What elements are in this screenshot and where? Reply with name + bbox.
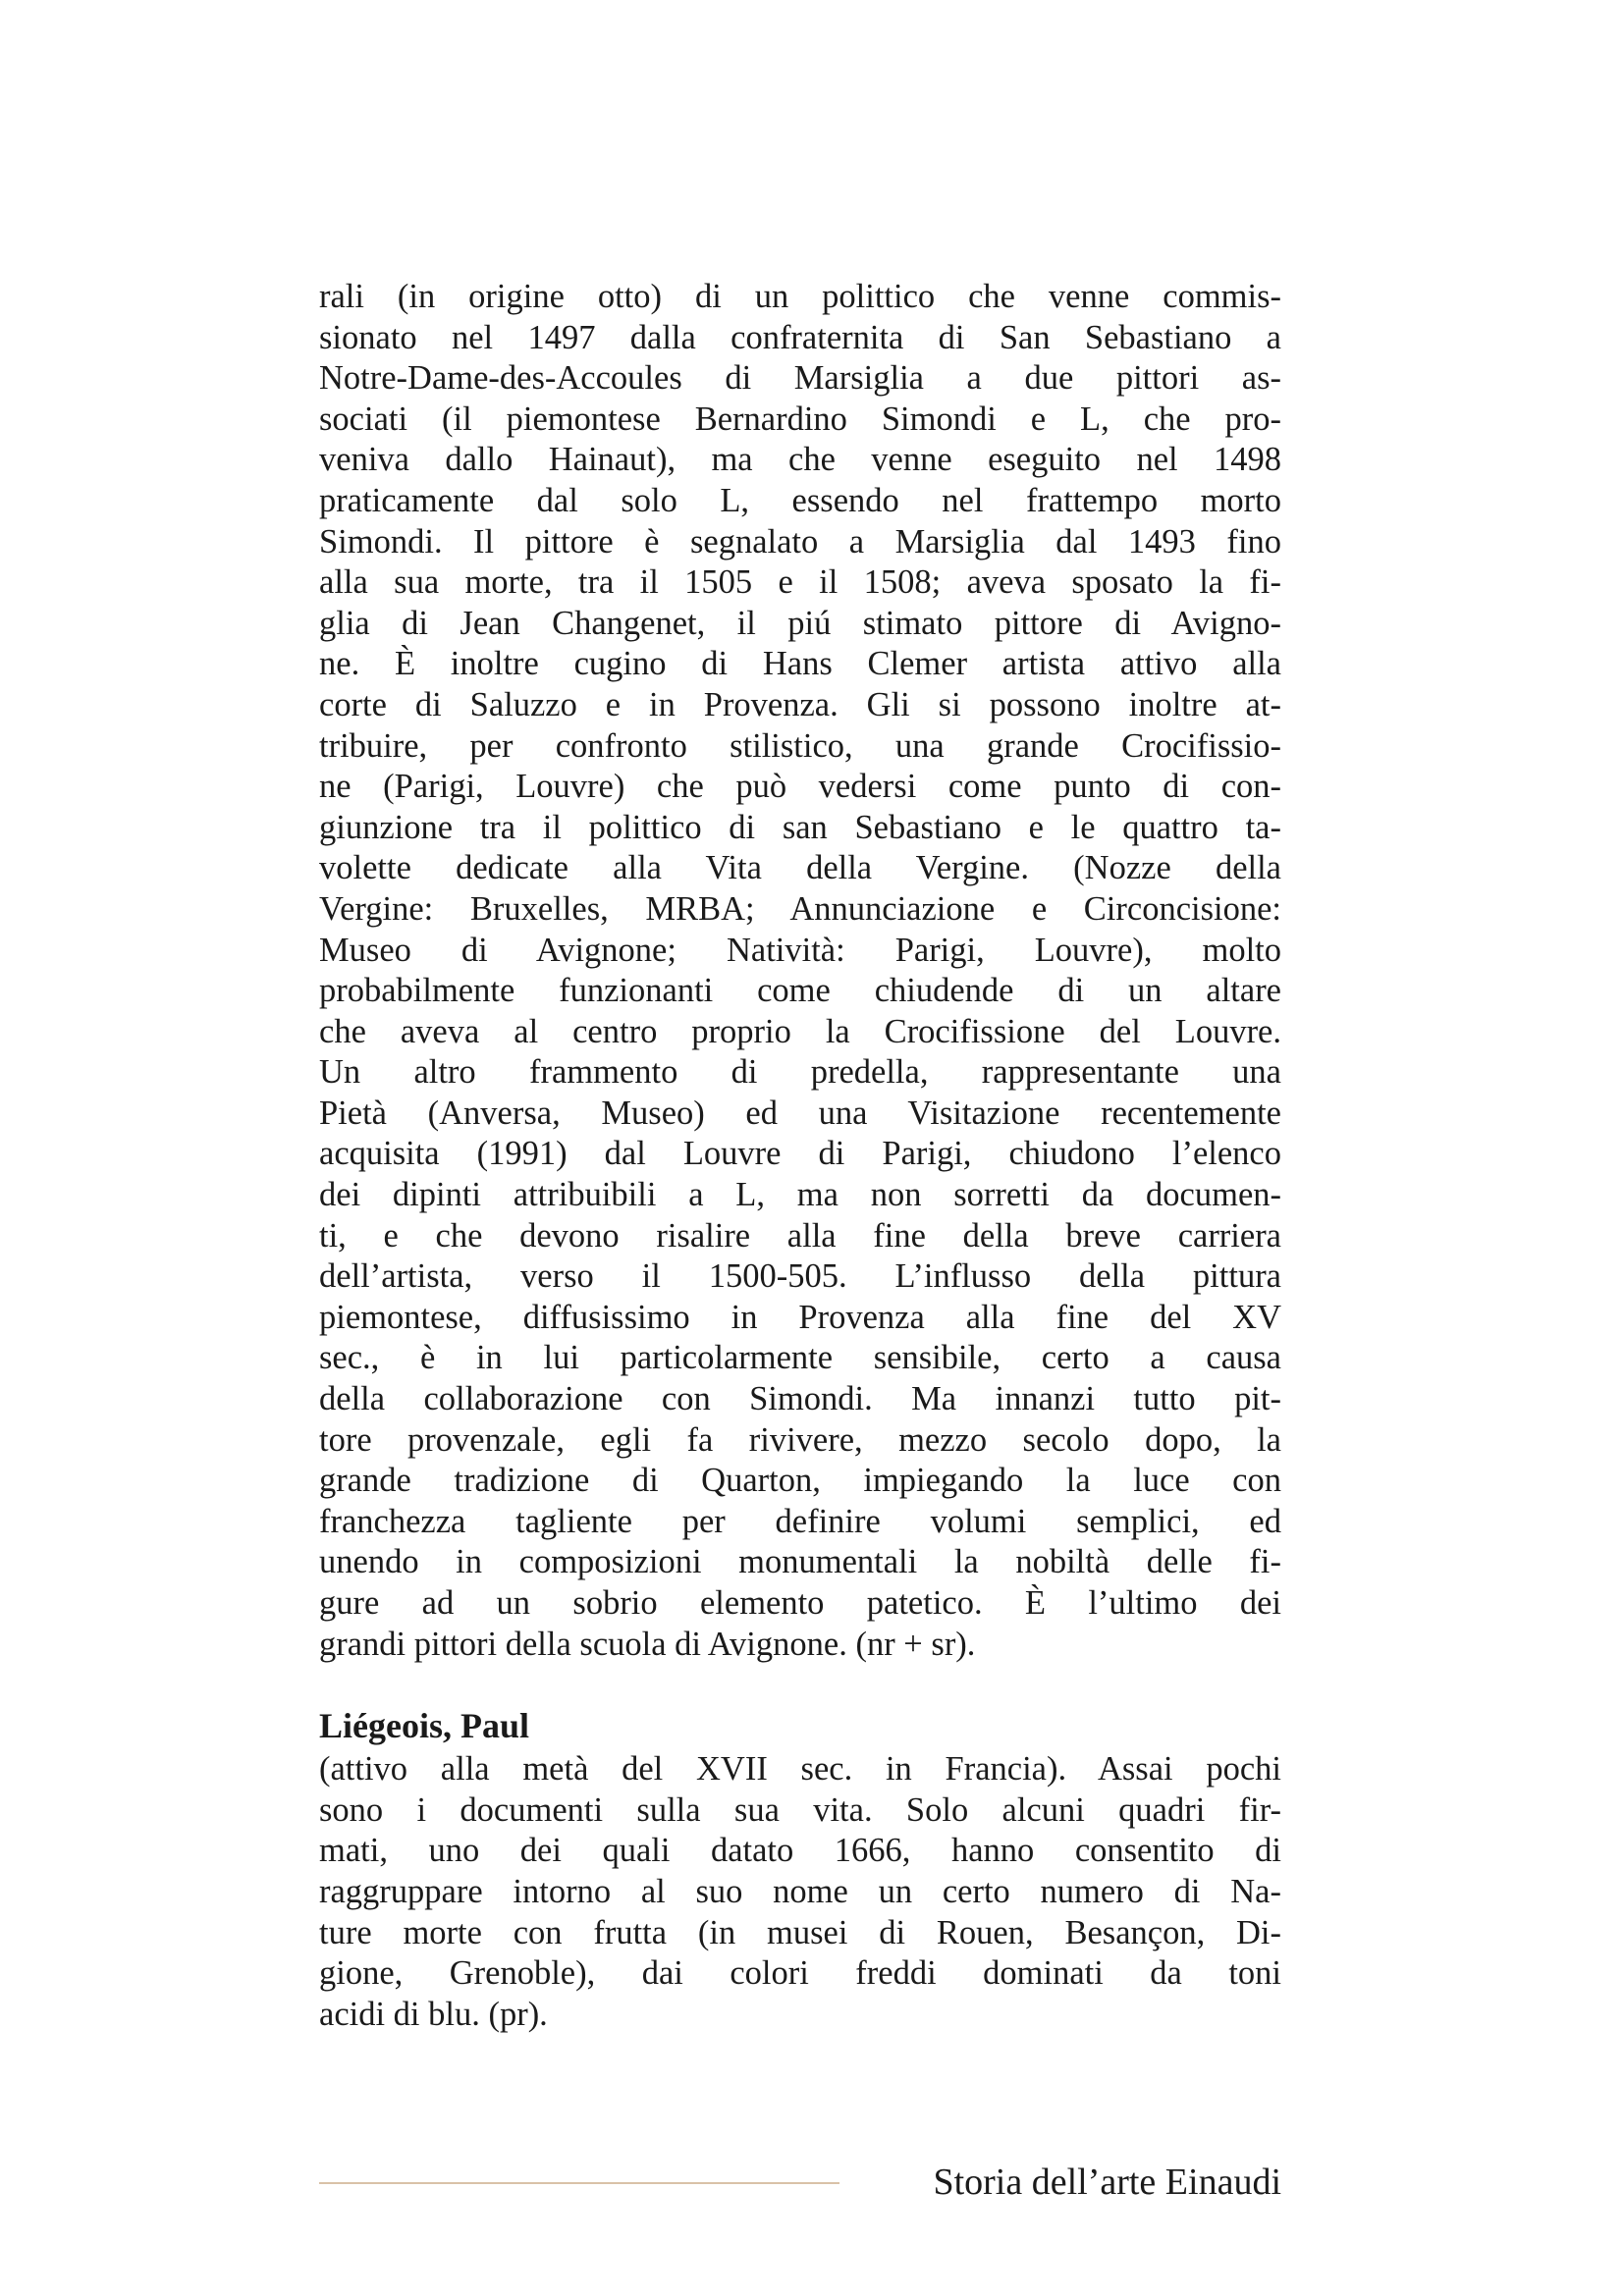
body-line: gure ad un sobrio elemento patetico. È l’ultimo dei (319, 1584, 1281, 1622)
body-line: ture morte con frutta (in musei di Rouen, Besançon, Di- (319, 1913, 1281, 1951)
entry-liegeois-body (319, 1749, 1281, 2035)
body-line: della collaborazione con Simondi. Ma innanzi tutto pit- (319, 1380, 1281, 1418)
body-line: piemontese, diffusissimo in Provenza alla fine del XV (319, 1298, 1281, 1336)
body-line: ne (Parigi, Louvre) che può vedersi come punto di con- (319, 768, 1281, 806)
body-line: alla sua morte, tra il 1505 e il 1508; aveva sposato la fi- (319, 563, 1281, 602)
body-line: raggruppare intorno al suo nome un certo numero di Na- (319, 1872, 1281, 1910)
page-footer (319, 2158, 1281, 2207)
body-line: tore provenzale, egli fa rivivere, mezzo secolo dopo, la (319, 1420, 1281, 1459)
body-line: rali (in origine otto) di un polittico che venne commis- (319, 278, 1281, 315)
body-line: mati, uno dei quali datato 1666, hanno consentito di (319, 1832, 1281, 1870)
body-line: Un altro frammento di predella, rappresentante una (319, 1053, 1281, 1092)
body-line: veniva dallo Hainaut), ma che venne eseguito nel 1498 (319, 441, 1281, 479)
body-line: dei dipinti attribuibili a L, ma non sorretti da documen- (319, 1176, 1281, 1214)
body-line: glia di Jean Changenet, il piú stimato pittore di Avigno- (319, 604, 1281, 642)
footer-rule (319, 2182, 839, 2184)
body-line: ti, e che devono risalire alla fine della breve carriera (319, 1216, 1281, 1255)
body-line: acquisita (1991) dal Louvre di Parigi, chiudono l’elenco (319, 1135, 1281, 1173)
body-line: Simondi. Il pittore è segnalato a Marsiglia dal 1493 fino (319, 522, 1281, 561)
body-line: corte di Saluzzo e in Provenza. Gli si possono inoltre at- (319, 685, 1281, 723)
body-line: Vergine: Bruxelles, MRBA; Annunciazione e Circoncisione: (319, 889, 1281, 928)
body-line: sec., è in lui particolarmente sensibile, certo a causa (319, 1339, 1281, 1377)
body-line: acidi di blu. (pr). (319, 1995, 548, 2033)
body-line: giunzione tra il polittico di san Sebastiano e le quattro ta- (319, 808, 1281, 846)
text-column (319, 277, 1281, 2035)
body-line: che aveva al centro proprio la Crocifissione del Louvre. (319, 1012, 1281, 1050)
entry-heading: Liégeois, Paul (319, 1706, 529, 1746)
body-line: Pietà (Anversa, Museo) ed una Visitazione recentemente (319, 1094, 1281, 1132)
body-line: volette dedicate alla Vita della Vergine. (Nozze della (319, 849, 1281, 887)
body-line: Museo di Avignone; Natività: Parigi, Louvre), molto (319, 931, 1281, 969)
body-line: (attivo alla metà del XVII sec. in Francia). Assai pochi (319, 1750, 1281, 1789)
body-line: unendo in composizioni monumentali la nobiltà delle fi- (319, 1543, 1281, 1581)
body-line: praticamente dal solo L, essendo nel frattempo morto (319, 481, 1281, 519)
entry-lieferinxe-body (319, 277, 1281, 1665)
body-line: sono i documenti sulla sua vita. Solo alcuni quadri fir- (319, 1790, 1281, 1829)
body-line: sociati (il piemontese Bernardino Simondi e L, che pro- (319, 400, 1281, 438)
body-line: grande tradizione di Quarton, impiegando la luce con (319, 1462, 1281, 1500)
body-line: sionato nel 1497 dalla confraternita di San Sebastiano a (319, 318, 1281, 356)
body-line: franchezza tagliente per definire volumi semplici, ed (319, 1502, 1281, 1540)
body-line: ne. È inoltre cugino di Hans Clemer artista attivo alla (319, 645, 1281, 683)
body-line: grandi pittori della scuola di Avignone. (nr + sr). (319, 1625, 976, 1663)
body-line: Notre-Dame-des-Accoules di Marsiglia a due pittori as- (319, 359, 1281, 398)
body-line: tribuire, per confronto stilistico, una grande Crocifissio- (319, 726, 1281, 765)
body-line: gione, Grenoble), dai colori freddi dominati da toni (319, 1954, 1281, 1993)
body-line: probabilmente funzionanti come chiudende di un altare (319, 972, 1281, 1010)
body-line: dell’artista, verso il 1500-505. L’influsso della pittura (319, 1257, 1281, 1296)
footer-publication-title: Storia dell’arte Einaudi (933, 2162, 1281, 2203)
